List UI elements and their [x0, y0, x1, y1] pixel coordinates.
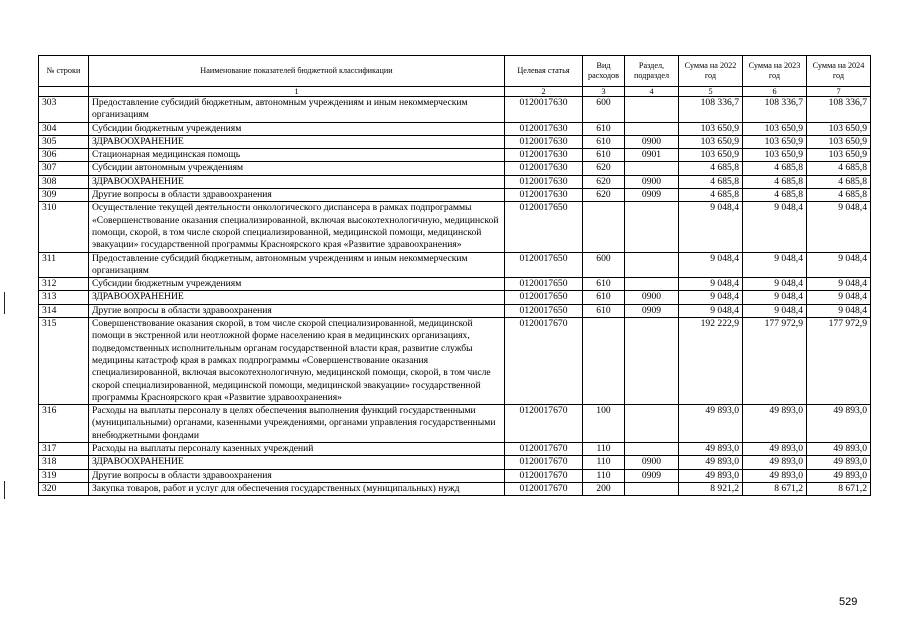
table-row	[39, 482, 871, 495]
table-row	[39, 202, 871, 252]
row-sum-2022: 4 685,8	[679, 162, 743, 175]
row-sum-2024: 9 048,4	[807, 291, 871, 304]
row-name: Совершенствование оказания скорой, в том числе скорой специализированной, медицинской помощи в экстренной или неотложной форме населению края в медицинских организациях, подведомственных исполнительным органам государственной власти края, развитие службы медицины катастроф края в рамках подпрограммы «Совершенствование оказания специализированной, включая высокотехнологичную, медицинской помощи, скорой, в том числе скорой специализированной, медицинской помощи, медицинской эвакуации» государственной программы Красноярского края «Развитие здравоохранения»	[89, 318, 505, 405]
column-number: 5	[679, 87, 743, 97]
row-section: 0900	[625, 456, 679, 469]
row-section	[625, 252, 679, 278]
row-number: 317	[39, 443, 89, 456]
column-number: 2	[505, 87, 583, 97]
row-sum-2023: 49 893,0	[743, 469, 807, 482]
row-sum-2024: 4 685,8	[807, 189, 871, 202]
row-sum-2023: 103 650,9	[743, 135, 807, 148]
row-expense-kind: 610	[583, 149, 625, 162]
row-sum-2023: 49 893,0	[743, 456, 807, 469]
row-number: 314	[39, 304, 89, 317]
row-sum-2024: 103 650,9	[807, 135, 871, 148]
row-section: 0901	[625, 149, 679, 162]
table-row	[39, 135, 871, 148]
table-row	[39, 291, 871, 304]
row-sum-2024: 49 893,0	[807, 456, 871, 469]
row-section	[625, 97, 679, 123]
row-target-article: 0120017630	[505, 175, 583, 188]
row-expense-kind: 110	[583, 456, 625, 469]
row-target-article: 0120017650	[505, 278, 583, 291]
table-row	[39, 162, 871, 175]
column-number-empty	[39, 87, 89, 97]
row-target-article: 0120017670	[505, 443, 583, 456]
row-target-article: 0120017630	[505, 149, 583, 162]
row-sum-2023: 9 048,4	[743, 291, 807, 304]
row-target-article: 0120017650	[505, 304, 583, 317]
row-number: 307	[39, 162, 89, 175]
row-number: 319	[39, 469, 89, 482]
header-indicator-name: Наименование показателей бюджетной классификации	[89, 56, 505, 87]
row-expense-kind: 610	[583, 278, 625, 291]
row-sum-2024: 49 893,0	[807, 405, 871, 443]
row-sum-2024: 9 048,4	[807, 304, 871, 317]
row-sum-2022: 4 685,8	[679, 175, 743, 188]
row-section	[625, 482, 679, 495]
row-number: 316	[39, 405, 89, 443]
row-sum-2023: 49 893,0	[743, 405, 807, 443]
row-expense-kind: 620	[583, 175, 625, 188]
row-name: Закупка товаров, работ и услуг для обеспечения государственных (муниципальных) нужд	[89, 482, 505, 495]
row-sum-2023: 4 685,8	[743, 175, 807, 188]
column-number: 3	[583, 87, 625, 97]
column-number-row	[39, 87, 871, 97]
row-name: Другие вопросы в области здравоохранения	[89, 189, 505, 202]
row-target-article: 0120017670	[505, 405, 583, 443]
header-sum-2022: Сумма на 2022 год	[679, 56, 743, 87]
row-sum-2024: 9 048,4	[807, 278, 871, 291]
table-row	[39, 405, 871, 443]
table-row	[39, 175, 871, 188]
row-sum-2023: 9 048,4	[743, 304, 807, 317]
row-target-article: 0120017630	[505, 135, 583, 148]
column-number: 1	[89, 87, 505, 97]
row-sum-2022: 9 048,4	[679, 304, 743, 317]
row-name: Другие вопросы в области здравоохранения	[89, 469, 505, 482]
row-expense-kind: 600	[583, 252, 625, 278]
column-number: 4	[625, 87, 679, 97]
row-name: Другие вопросы в области здравоохранения	[89, 304, 505, 317]
row-name: Предоставление субсидий бюджетным, автономным учреждениям и иным некоммерческим организациям	[89, 97, 505, 123]
row-expense-kind: 610	[583, 135, 625, 148]
row-sum-2024: 49 893,0	[807, 469, 871, 482]
table-row	[39, 278, 871, 291]
column-number: 6	[743, 87, 807, 97]
row-sum-2022: 108 336,7	[679, 97, 743, 123]
row-sum-2024: 4 685,8	[807, 175, 871, 188]
table-row	[39, 456, 871, 469]
table-row	[39, 304, 871, 317]
row-expense-kind: 200	[583, 482, 625, 495]
page-number: 529	[839, 596, 858, 608]
row-sum-2024: 103 650,9	[807, 122, 871, 135]
row-sum-2023: 49 893,0	[743, 443, 807, 456]
row-sum-2023: 103 650,9	[743, 122, 807, 135]
row-name: Осуществление текущей деятельности онкологического диспансера в рамках подпрограммы «Совершенствование оказания специализированной, включая высокотехнологичную, медицинской помощи, скорой, в том числе скорой специализированной, медицинской помощи, медицинской эвакуации» государственной программы Красноярского края «Развитие здравоохранения»	[89, 202, 505, 252]
row-name: ЗДРАВООХРАНЕНИЕ	[89, 135, 505, 148]
margin-mark	[4, 481, 5, 499]
row-target-article: 0120017670	[505, 469, 583, 482]
row-number: 308	[39, 175, 89, 188]
row-sum-2023: 9 048,4	[743, 278, 807, 291]
table-row	[39, 318, 871, 405]
row-expense-kind: 620	[583, 189, 625, 202]
row-target-article: 0120017650	[505, 291, 583, 304]
row-section	[625, 202, 679, 252]
row-number: 304	[39, 122, 89, 135]
row-sum-2022: 103 650,9	[679, 122, 743, 135]
row-section: 0900	[625, 135, 679, 148]
header-expense-kind: Вид расходов	[583, 56, 625, 87]
row-section: 0909	[625, 189, 679, 202]
header-target-article: Целевая статья	[505, 56, 583, 87]
header-sum-2023: Сумма на 2023 год	[743, 56, 807, 87]
row-sum-2023: 4 685,8	[743, 189, 807, 202]
row-number: 318	[39, 456, 89, 469]
row-sum-2023: 9 048,4	[743, 252, 807, 278]
row-name: ЗДРАВООХРАНЕНИЕ	[89, 291, 505, 304]
table-header-row	[39, 56, 871, 87]
row-expense-kind: 110	[583, 443, 625, 456]
row-sum-2022: 49 893,0	[679, 456, 743, 469]
row-expense-kind: 110	[583, 469, 625, 482]
table-row	[39, 469, 871, 482]
row-section	[625, 405, 679, 443]
row-sum-2022: 9 048,4	[679, 202, 743, 252]
table-row	[39, 252, 871, 278]
row-sum-2022: 9 048,4	[679, 252, 743, 278]
row-section: 0900	[625, 291, 679, 304]
row-name: Субсидии автономным учреждениям	[89, 162, 505, 175]
row-section: 0900	[625, 175, 679, 188]
row-target-article: 0120017670	[505, 318, 583, 405]
row-sum-2024: 103 650,9	[807, 149, 871, 162]
row-sum-2024: 108 336,7	[807, 97, 871, 123]
row-number: 306	[39, 149, 89, 162]
table-row	[39, 149, 871, 162]
row-number: 311	[39, 252, 89, 278]
row-expense-kind	[583, 318, 625, 405]
row-name: Расходы на выплаты персоналу в целях обеспечения выполнения функций государственными (муниципальными) органами, казенными учреждениями, органами управления государственными внебюджетными фондами	[89, 405, 505, 443]
row-sum-2024: 9 048,4	[807, 252, 871, 278]
row-name: ЗДРАВООХРАНЕНИЕ	[89, 456, 505, 469]
row-sum-2023: 9 048,4	[743, 202, 807, 252]
row-number: 309	[39, 189, 89, 202]
row-sum-2024: 49 893,0	[807, 443, 871, 456]
row-target-article: 0120017630	[505, 189, 583, 202]
row-target-article: 0120017670	[505, 482, 583, 495]
budget-table	[38, 55, 871, 496]
row-number: 312	[39, 278, 89, 291]
header-sum-2024: Сумма на 2024 год	[807, 56, 871, 87]
row-sum-2022: 9 048,4	[679, 278, 743, 291]
row-expense-kind: 610	[583, 122, 625, 135]
row-name: Субсидии бюджетным учреждениям	[89, 122, 505, 135]
row-name: Расходы на выплаты персоналу казенных учреждений	[89, 443, 505, 456]
row-sum-2024: 8 671,2	[807, 482, 871, 495]
row-section	[625, 443, 679, 456]
row-number: 315	[39, 318, 89, 405]
table-body	[39, 97, 871, 496]
column-number: 7	[807, 87, 871, 97]
row-sum-2024: 177 972,9	[807, 318, 871, 405]
row-expense-kind: 100	[583, 405, 625, 443]
row-name: ЗДРАВООХРАНЕНИЕ	[89, 175, 505, 188]
row-sum-2024: 9 048,4	[807, 202, 871, 252]
row-sum-2022: 49 893,0	[679, 469, 743, 482]
row-sum-2022: 49 893,0	[679, 443, 743, 456]
row-sum-2022: 192 222,9	[679, 318, 743, 405]
row-sum-2022: 103 650,9	[679, 135, 743, 148]
row-target-article: 0120017630	[505, 162, 583, 175]
row-sum-2023: 108 336,7	[743, 97, 807, 123]
row-sum-2022: 103 650,9	[679, 149, 743, 162]
row-number: 305	[39, 135, 89, 148]
row-section	[625, 278, 679, 291]
row-section: 0909	[625, 469, 679, 482]
row-sum-2022: 8 921,2	[679, 482, 743, 495]
row-expense-kind	[583, 202, 625, 252]
header-section: Раздел, подраздел	[625, 56, 679, 87]
row-sum-2023: 8 671,2	[743, 482, 807, 495]
row-expense-kind: 620	[583, 162, 625, 175]
row-sum-2022: 4 685,8	[679, 189, 743, 202]
row-target-article: 0120017630	[505, 122, 583, 135]
row-sum-2023: 177 972,9	[743, 318, 807, 405]
row-section	[625, 122, 679, 135]
row-sum-2024: 4 685,8	[807, 162, 871, 175]
table-row	[39, 189, 871, 202]
row-number: 303	[39, 97, 89, 123]
row-sum-2022: 49 893,0	[679, 405, 743, 443]
row-sum-2023: 4 685,8	[743, 162, 807, 175]
row-number: 313	[39, 291, 89, 304]
row-name: Стационарная медицинская помощь	[89, 149, 505, 162]
row-expense-kind: 610	[583, 304, 625, 317]
header-row-number: № строки	[39, 56, 89, 87]
table-row	[39, 443, 871, 456]
row-section	[625, 162, 679, 175]
row-section	[625, 318, 679, 405]
table-row	[39, 122, 871, 135]
row-expense-kind: 600	[583, 97, 625, 123]
margin-mark	[4, 292, 5, 314]
row-target-article: 0120017670	[505, 456, 583, 469]
row-section: 0909	[625, 304, 679, 317]
row-name: Предоставление субсидий бюджетным, автономным учреждениям и иным некоммерческим организациям	[89, 252, 505, 278]
row-sum-2023: 103 650,9	[743, 149, 807, 162]
row-number: 310	[39, 202, 89, 252]
row-target-article: 0120017650	[505, 252, 583, 278]
table-row	[39, 97, 871, 123]
row-target-article: 0120017630	[505, 97, 583, 123]
row-target-article: 0120017650	[505, 202, 583, 252]
row-expense-kind: 610	[583, 291, 625, 304]
row-sum-2022: 9 048,4	[679, 291, 743, 304]
row-number: 320	[39, 482, 89, 495]
row-name: Субсидии бюджетным учреждениям	[89, 278, 505, 291]
